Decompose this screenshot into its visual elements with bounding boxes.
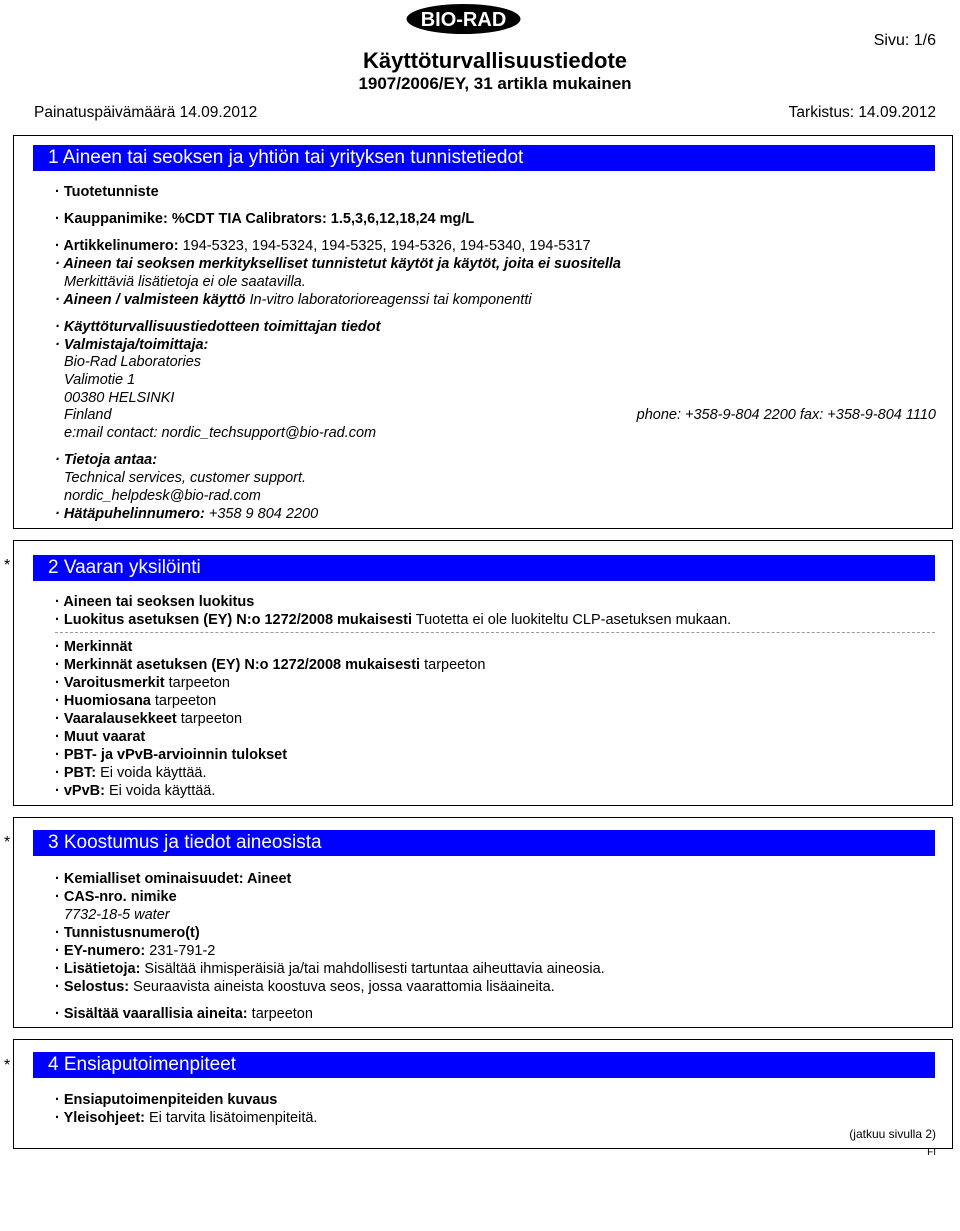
hazard-statements: · Vaaralausekkeet tarpeeton [55,711,243,727]
cas-header: · CAS-nro. nimike [55,889,177,905]
pbt-results: · PBT- ja vPvB-arvioinnin tulokset [55,747,288,763]
language-code: FI [927,1147,936,1158]
section-2-title: 2 Vaaran yksilöinti [33,555,935,581]
application: · Aineen / valmisteen käyttö In-vitro laboratorioreagenssi tai komponentti [55,292,532,308]
article-number: · Artikkelinumero: 194-5323, 194-5324, 194-5325, 194-5326, 194-5340, 194-5317 [55,238,591,254]
revision-date: Tarkistus: 14.09.2012 [788,104,936,121]
email: e:mail contact: nordic_techsupport@bio-rad.com [64,425,377,441]
section-1-title: 1 Aineen tai seoksen ja yhtiön tai yrityksen tunnistetiedot [33,145,935,171]
other-hazards: · Muut vaarat [55,729,146,745]
divider [55,632,935,633]
description: · Selostus: Seuraavista aineista koostuva seos, jossa vaarattomia lisäaineita. [55,979,555,995]
pictograms: · Varoitusmerkit tarpeeton [55,675,230,691]
change-marker: * [4,1057,11,1074]
change-marker: * [4,834,11,851]
ec-number: · EY-numero: 231-791-2 [55,943,216,959]
vpvb: · vPvB: Ei voida käyttää. [55,783,216,799]
manufacturer-label: · Valmistaja/toimittaja: [55,337,209,353]
info-line-2: nordic_helpdesk@bio-rad.com [64,488,261,504]
street: Valimotie 1 [64,372,136,388]
phone-fax: phone: +358-9-804 2200 fax: +358-9-804 1110 [636,407,936,423]
pbt: · PBT: Ei voida käyttää. [55,765,207,781]
dangerous-components: · Sisältää vaarallisia aineita: tarpeeton [55,1006,313,1022]
section-4-title: 4 Ensiaputoimenpiteet [33,1052,935,1078]
cas-value: 7732-18-5 water [64,907,170,923]
company-name: Bio-Rad Laboratories [64,354,202,370]
additional-info: · Lisätietoja: Sisältää ihmisperäisiä ja/tai mahdollisesti tartuntaa aiheuttavia aineosia. [55,961,605,977]
document-subtitle: 1907/2006/EY, 31 artikla mukainen [358,74,632,93]
page-number: Sivu: 1/6 [873,32,936,49]
classification: · Aineen tai seoksen luokitus [55,594,255,610]
identified-uses-value: Merkittäviä lisätietoja ei ole saatavilla. [64,274,306,290]
country: Finland [64,407,112,423]
footer-rule [13,1148,953,1149]
continued-note: (jatkuu sivulla 2) [849,1127,936,1141]
section-3-title: 3 Koostumus ja tiedot aineosista [33,830,935,856]
emergency-phone: · Hätäpuhelinnumero: +358 9 804 2200 [55,506,319,522]
chemical-characterization: · Kemialliset ominaisuudet: Aineet [55,871,292,887]
city: 00380 HELSINKI [64,390,175,406]
clp-classification: · Luokitus asetuksen (EY) N:o 1272/2008 mukaisesti Tuotetta ei ole luokiteltu CLP-asetuksen mukaan. [55,612,732,628]
product-identifier: · Tuotetunniste [55,184,159,200]
print-date: Painatuspäivämäärä 14.09.2012 [34,104,258,121]
info-line-1: Technical services, customer support. [64,470,307,486]
logo-text: BIO-RAD [420,9,507,31]
change-marker: * [4,557,11,574]
signal-word: · Huomiosana tarpeeton [55,693,217,709]
trade-name: · Kauppanimike: %CDT TIA Calibrators: 1.5,3,6,12,18,24 mg/L [55,211,475,227]
labels: · Merkinnät [55,639,133,655]
first-aid-description: · Ensiaputoimenpiteiden kuvaus [55,1092,278,1108]
document-title: Käyttöturvallisuustiedote [362,48,628,73]
labels-regulation: · Merkinnät asetuksen (EY) N:o 1272/2008 mukaisesti tarpeeton [55,657,486,673]
general-information: · Yleisohjeet: Ei tarvita lisätoimenpiteitä. [55,1110,318,1126]
supplier-details: · Käyttöturvallisuustiedotteen toimittajan tiedot [55,319,381,335]
identified-uses: · Aineen tai seoksen merkitykselliset tunnistetut käytöt ja käytöt, joita ei suositella [55,256,621,272]
identification-numbers: · Tunnistusnumero(t) [55,925,200,941]
info-label: · Tietoja antaa: [55,452,158,468]
bio-rad-logo [405,3,522,35]
